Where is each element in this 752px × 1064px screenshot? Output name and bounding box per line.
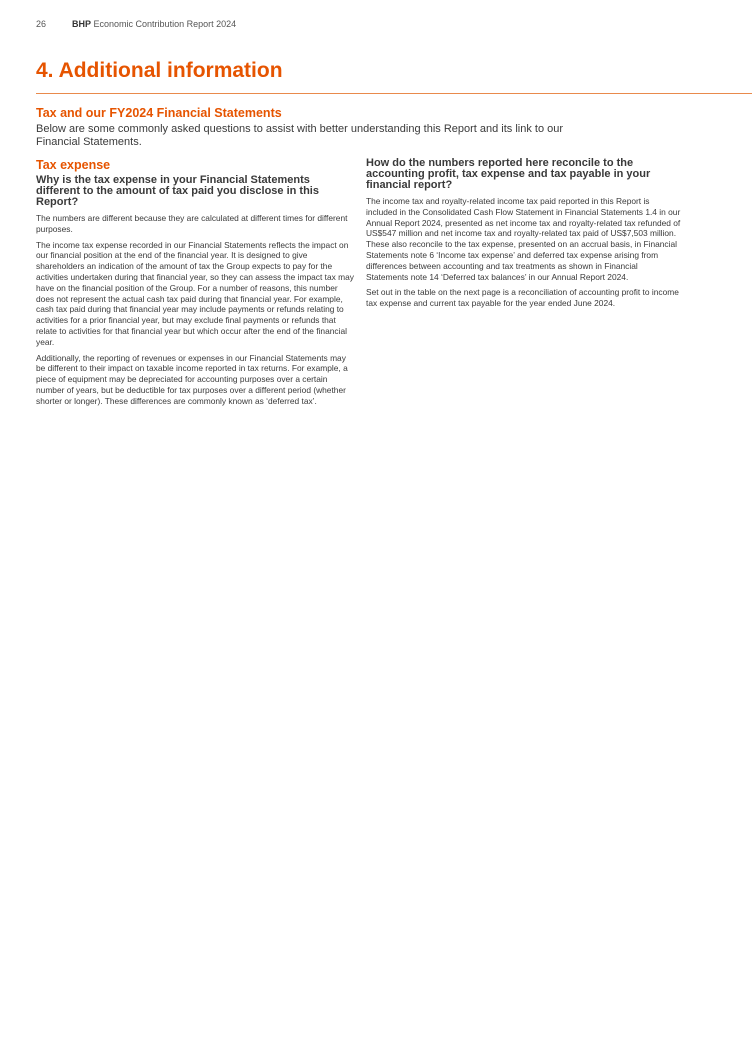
page-title: 4. Additional information	[36, 59, 283, 82]
section-heading: Tax and our FY2024 Financial Statements	[36, 106, 282, 120]
section-intro: Below are some commonly asked questions to assist with better understanding this Report and its link to our Financial Statements.	[36, 123, 564, 148]
brand-name: BHP	[72, 19, 92, 29]
page-header	[36, 19, 236, 29]
tax-expense-question: Why is the tax expense in your Financial Statements different to the amount of tax paid you disclose in this Report?	[36, 174, 319, 208]
left-column	[36, 158, 354, 412]
paragraph: Additionally, the reporting of revenues or expenses in our Financial Statements may be different to their impact on taxable income reported in tax returns. For example, a piece of equipment may be depreciated for accounting purposes over a certain number of years, but be deductible for tax purposes over a different period (whether shorter or longer). These differences are commonly known as ‘deferred tax’.	[36, 352, 348, 406]
paragraph: The income tax and royalty-related income tax paid reported in this Report is included in the Consolidated Cash Flow Statement in Financial Statements 1.4 in our Annual Report 2024, presented as net income tax and royalty-related tax refunded of US$547 million and net income tax and royalty-related tax paid of US$7,503 million. These also reconcile to the tax expense, presented on an accrual basis, in Financial Statements note 6 ‘Income tax expense’ and deferred tax expense arising from differences between accounting and tax treatments as shown in Financial Statements note 14 ‘Deferred tax balances’ in our Annual Report 2024.	[366, 196, 681, 282]
paragraph: Set out in the table on the next page is a reconciliation of accounting profit to income tax expense and current tax payable for the year ended June 2024.	[366, 287, 679, 309]
reconciliation-question: How do the numbers reported here reconcile to the accounting profit, tax expense and tax payable in your financial report?	[366, 157, 651, 191]
paragraph: The income tax expense recorded in our Financial Statements reflects the impact on our financial position at the end of the financial year. It is designed to give shareholders an indication of the amount of tax the Group expects to pay for the activities undertaken during that financial year, so they can assess the impact tax may have on the financial position of the Group. For a number of reasons, this number does not represent the actual cash tax paid during that financial year. For example, cash tax paid during that financial year may include payments or refunds relating to activities for a prior financial year, but may exclude final payments or refunds that relate to activities for that financial year but which occur after the end of the financial year.	[36, 239, 354, 347]
title-divider	[36, 93, 752, 94]
tax-expense-heading: Tax expense	[36, 158, 111, 172]
right-column	[366, 158, 682, 314]
page-number: 26	[36, 19, 47, 29]
report-title: Economic Contribution Report 2024	[93, 19, 237, 29]
paragraph: The numbers are different because they are calculated at different times for different purposes.	[36, 213, 348, 234]
